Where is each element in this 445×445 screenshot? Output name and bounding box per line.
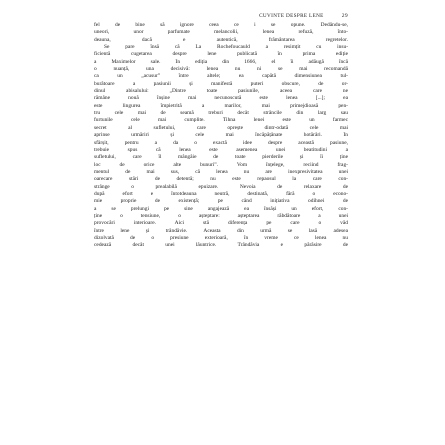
text-line: burătoare a pasiunii și manifestă puteri obscure, de or- xyxy=(94,80,348,87)
text-line: tru cele mai de seamă treburi decât strâncile din larg sau xyxy=(94,110,348,117)
text-line: provocări interioare. Aici stă diferența pe care o văd xyxy=(94,220,348,227)
text-line: strânge o prealabilă epuizare. Nevoia de relaxare de xyxy=(94,183,348,190)
text-line: mie proprie de existență; pe când inițiativa odihnei de xyxy=(94,198,348,205)
text-line: este lingurea împietrită a marilor, mai primejdioasă pen- xyxy=(94,102,348,109)
page-number: 29 xyxy=(341,13,348,19)
text-line: mentul de mai sus, că lenea nu are inexpresivitatea unei xyxy=(94,168,348,175)
text-line: furtunile cele mai cumplite. Tihna lenei este un farmec xyxy=(94,117,348,124)
text-line: o nuanță, una decisivă: lenea nu ni se mai recomandă xyxy=(94,66,348,73)
text-line: dinul abisalului: „Dintre toate pasiunile, aceea care ne xyxy=(94,88,348,95)
text-line: aprinse urmăriri și cele mai încăpățânate hotărâri. În xyxy=(94,132,348,139)
running-head xyxy=(94,11,348,21)
text-line: a Maximelor sale. În ediția din 1666, el îi adăugă încă xyxy=(94,58,348,65)
text-line: ficientă cugetarea despre lene publicată în prima ediție xyxy=(94,51,348,58)
text-line: dizolvată de o presiune exterioară, în vreme ce lenea nu xyxy=(94,234,348,241)
text-line: trebuie spus că lenea este asemenea unei beatitudini a xyxy=(94,146,348,153)
text-line: uneori, unor parfumate melancolii, lenea refuză, înto- xyxy=(94,29,348,36)
text-line: loc de orice alte bunuri”. Vom înțelege, reciind frag- xyxy=(94,161,348,168)
text-line: între lene și trândăvie. Aceasta din urmă se lasă adesea xyxy=(94,227,348,234)
text-line: secret al sufletului, care oprește dintr-odată cele mai xyxy=(94,124,348,131)
text-line: ca un „acusur” între altele; ea capătă dimensiunea tul- xyxy=(94,73,348,80)
text-line: după efort e întotdeauna neutră, destinată, fără o econo- xyxy=(94,190,348,197)
text-line: Se pare însă că La Rochefoucauld a resimțit cu insu- xyxy=(104,44,348,51)
text-line: a se prelungi pe sine angajează ea însăși un efort, con- xyxy=(94,205,348,212)
text-line: cedează decât unei lăuntrice. Trândăvia e părăsire de xyxy=(94,242,348,249)
body-text xyxy=(94,22,348,250)
text-line: sfârșit, pentru a da o exactă idee despre această pasiune, xyxy=(94,139,348,146)
running-title: CUVINTE DESPRE LENE xyxy=(259,13,324,19)
text-line: fel de bine să ignore ceea ce i se opune. Dedându-se, xyxy=(94,22,348,28)
text-line: oarecare stări de detentă; nu este repaosul la care con- xyxy=(94,176,348,183)
text-line: rămâne nouă înșine mai necunoscută este lenea [...]; ea xyxy=(94,95,348,102)
text-line: sufletului, care îl mângâie de toate pierderile și îi ține xyxy=(94,154,348,161)
text-line: deauna, dacă e autentică, frământarea regretelor. xyxy=(94,36,348,43)
text-line: ține o tensiune, o așteptare: așteptarea răbdătoare a unei xyxy=(94,212,348,219)
